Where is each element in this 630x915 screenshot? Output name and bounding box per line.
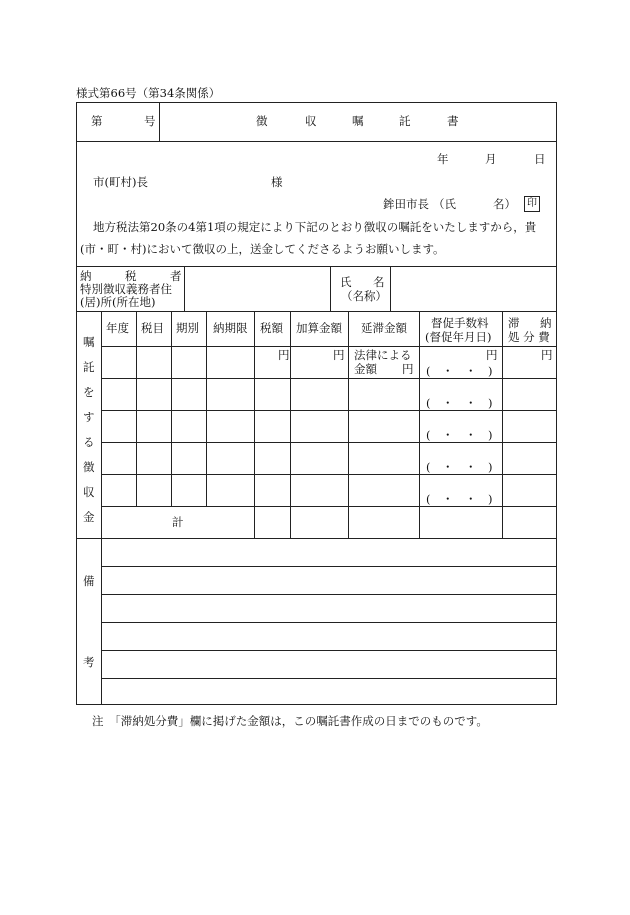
col-header-reminder-date: (督促年月日)	[425, 330, 492, 344]
date-day: 日	[534, 152, 546, 166]
divider	[206, 311, 207, 506]
divider	[101, 566, 557, 567]
col-header-period: 期別	[176, 321, 199, 335]
taxpayer-label-line3: (居)所(所在地)	[80, 295, 156, 309]
divider	[101, 594, 557, 595]
taxpayer-label-char: 納	[80, 269, 92, 283]
form-number: 様式第66号（第34条関係）	[76, 86, 221, 100]
number-label-prefix: 第	[91, 114, 103, 128]
divider	[419, 311, 420, 538]
body-line-2: (市・町・村)において徴収の上，送金してくださるようお願いします。	[80, 242, 445, 256]
divider	[390, 266, 391, 311]
date-month: 月	[485, 152, 497, 166]
addressee-prefix: 市(町村)長	[93, 175, 148, 189]
col-header-disposal-char: 納	[540, 316, 552, 330]
date-placeholder: ( ・ ・ )	[426, 460, 493, 474]
divider	[184, 266, 185, 311]
addressee-suffix: 様	[271, 175, 283, 189]
section-label-char: 収	[83, 485, 95, 499]
divider	[348, 311, 349, 538]
divider	[101, 474, 557, 475]
divider	[290, 311, 291, 538]
section-label-char: る	[83, 435, 95, 449]
footnote: 注 「滞納処分費」欄に掲げた金額は，この嘱託書作成の日までのものです。	[92, 714, 488, 728]
divider	[101, 622, 557, 623]
divider	[76, 266, 557, 267]
section-label-char: 金	[83, 510, 95, 524]
divider	[330, 266, 331, 311]
section-label-char: 嘱	[83, 335, 95, 349]
date-year: 年	[437, 152, 449, 166]
col-header-disposal-char: 滞	[508, 316, 520, 330]
seal-mark: 印	[524, 196, 540, 212]
col-header-surcharge: 加算金額	[296, 321, 342, 335]
delinquency-note-amount: 金額	[354, 362, 377, 376]
col-header-tax-item: 税目	[141, 321, 164, 335]
delinquency-note: 法律による	[354, 348, 412, 362]
taxpayer-label-char: 者	[170, 269, 182, 283]
total-label: 計	[172, 515, 184, 529]
title-char: 徴	[256, 114, 268, 128]
section-label-char: す	[83, 410, 95, 424]
col-header-tax-amount: 税額	[260, 321, 283, 335]
divider	[101, 650, 557, 651]
col-header-due-date: 納期限	[213, 321, 248, 335]
col-header-reminder-fee: 督促手数料	[431, 316, 489, 330]
section-label-char: 託	[83, 360, 95, 374]
col-header-disposal-line2: 処 分 費	[508, 330, 550, 344]
title-char: 託	[399, 114, 411, 128]
divider	[101, 378, 557, 379]
title-char: 書	[447, 114, 459, 128]
col-header-delinquency: 延滞金額	[361, 321, 407, 335]
sender-name: 鉾田市長	[383, 197, 429, 211]
unit-yen: 円	[278, 348, 290, 362]
date-placeholder: ( ・ ・ )	[426, 492, 493, 506]
col-header-fiscal-year: 年度	[106, 321, 129, 335]
name-label-line2: （名称）	[341, 289, 387, 303]
unit-yen: 円	[541, 348, 553, 362]
divider	[101, 506, 557, 507]
remarks-char: 考	[83, 655, 95, 669]
divider	[136, 311, 137, 506]
divider	[159, 102, 160, 141]
date-placeholder: ( ・ ・ )	[426, 364, 493, 378]
divider	[502, 311, 503, 538]
divider	[101, 346, 557, 347]
remarks-char: 備	[83, 574, 95, 588]
section-label-char: を	[83, 385, 95, 399]
divider	[171, 311, 172, 506]
section-label-char: 徴	[83, 460, 95, 474]
divider	[76, 141, 557, 142]
divider	[101, 410, 557, 411]
seal-label-close: 名）	[493, 197, 516, 211]
unit-yen: 円	[333, 348, 345, 362]
taxpayer-label-char: 税	[125, 269, 137, 283]
divider	[101, 678, 557, 679]
divider	[76, 311, 557, 312]
unit-yen: 円	[486, 348, 498, 362]
number-label-suffix: 号	[144, 114, 156, 128]
divider	[101, 311, 102, 705]
name-label-char: 名	[373, 275, 385, 289]
date-placeholder: ( ・ ・ )	[426, 396, 493, 410]
unit-yen: 円	[402, 362, 414, 376]
date-placeholder: ( ・ ・ )	[426, 428, 493, 442]
divider	[254, 311, 255, 538]
name-label-char: 氏	[340, 275, 352, 289]
taxpayer-label-line2: 特別徴収義務者住	[80, 282, 172, 296]
title-char: 収	[305, 114, 317, 128]
divider	[76, 538, 557, 539]
body-line-1: 地方税法第20条の4第1項の規定により下記のとおり徴収の嘱託をいたしますから，貴	[93, 220, 537, 234]
divider	[101, 442, 557, 443]
title-char: 嘱	[352, 114, 364, 128]
seal-label-open: （氏	[433, 197, 456, 211]
